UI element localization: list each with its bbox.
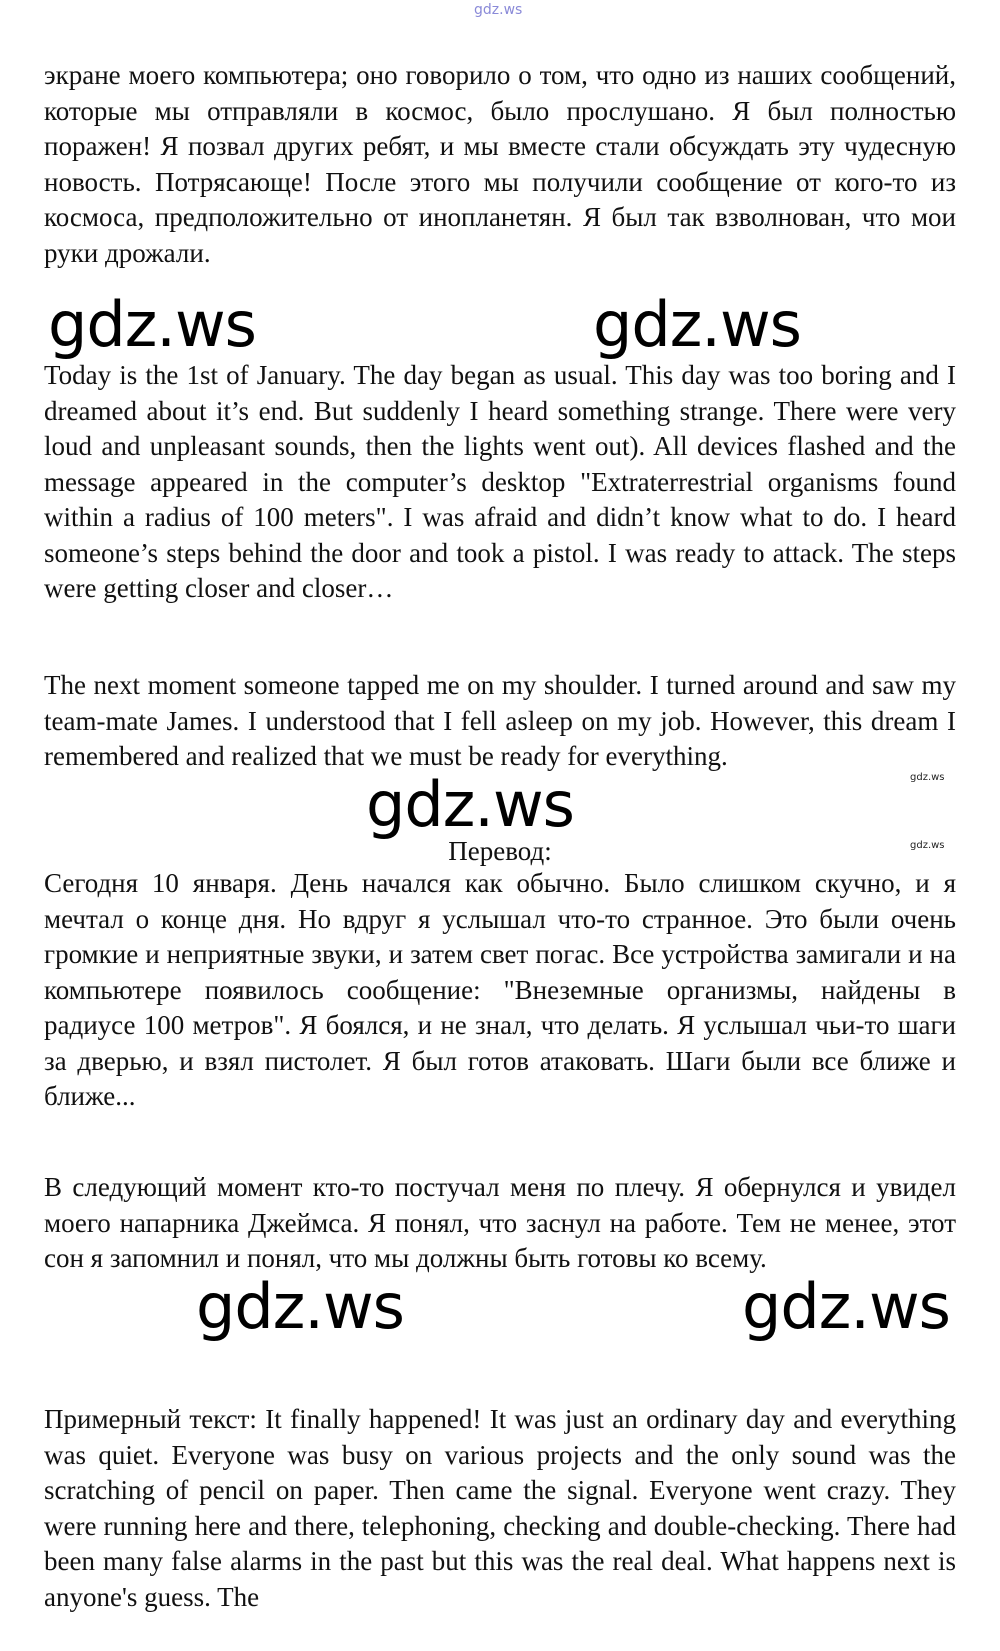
watermark: gdz.ws	[366, 768, 574, 841]
english-paragraph-3: Примерный текст: It finally happened! It was just an ordinary day and everything was quiet. Everyone was busy on various projects and the only sound was the scratching of pencil on paper. Then came the signal. Everyone went crazy. They were running here and there, telephoning, checking and double-checking. There had been many false alarms in the past but this was the real deal. What happens next is anyone's guess. The	[44, 1404, 956, 1612]
watermark: gdz.ws	[196, 1270, 404, 1343]
site-watermark-top: gdz.ws	[474, 2, 523, 18]
translation-heading: Перевод:	[448, 836, 552, 866]
watermark: gdz.ws	[48, 288, 256, 361]
russian-paragraph-2: Сегодня 10 января. День начался как обычно. Было слишком скучно, и я мечтал о конце дня. Но вдруг я услышал что-то странное. Это были очень громкие и неприятные звуки, и затем свет погас. Все устройства замигали и на компьютере появилось сообщение: "Внеземные организмы, найдены в радиусе 100 метров". Я боялся, и не знал, что делать. Я услышал чьи-то шаги за дверью, и взял пистолет. Я был готов атаковать. Шаги были все ближе и ближе...	[44, 868, 956, 1111]
watermark-small: gdz.ws	[910, 840, 945, 851]
english-paragraph-2: The next moment someone tapped me on my shoulder. I turned around and saw my team-mate James. I understood that I fell asleep on my job. However, this dream I remembered and realized that we must be ready for everything.	[44, 670, 956, 771]
watermark: gdz.ws	[742, 1270, 950, 1343]
russian-paragraph-3: В следующий момент кто-то постучал меня по плечу. Я обернулся и увидел моего напарника Джеймса. Я понял, что заснул на работе. Тем не менее, этот сон я запомнил и понял, что мы должны быть готовы ко всему.	[44, 1172, 956, 1273]
russian-paragraph-1: экране моего компьютера; оно говорило о том, что одно из наших сообщений, которые мы отправляли в космос, было прослушано. Я был полностью поражен! Я позвал других ребят, и мы вместе стали обсуждать эту чудесную новость. Потрясающе! После этого мы получили сообщение от кого-то из космоса, предположительно от инопланетян. Я был так взволнован, что мои руки дрожали.	[44, 60, 956, 268]
english-paragraph-1: Today is the 1st of January. The day began as usual. This day was too boring and I dreamed about it’s end. But suddenly I heard something strange. There were very loud and unpleasant sounds, then the lights went out). All devices flashed and the message appeared in the computer’s desktop "Extraterrestrial organisms found within a radius of 100 meters". I was afraid and didn’t know what to do. I heard someone’s steps behind the door and took a pistol. I was ready to attack. The steps were getting closer and closer…	[44, 360, 956, 603]
watermark: gdz.ws	[593, 288, 801, 361]
watermark-small: gdz.ws	[910, 772, 945, 783]
